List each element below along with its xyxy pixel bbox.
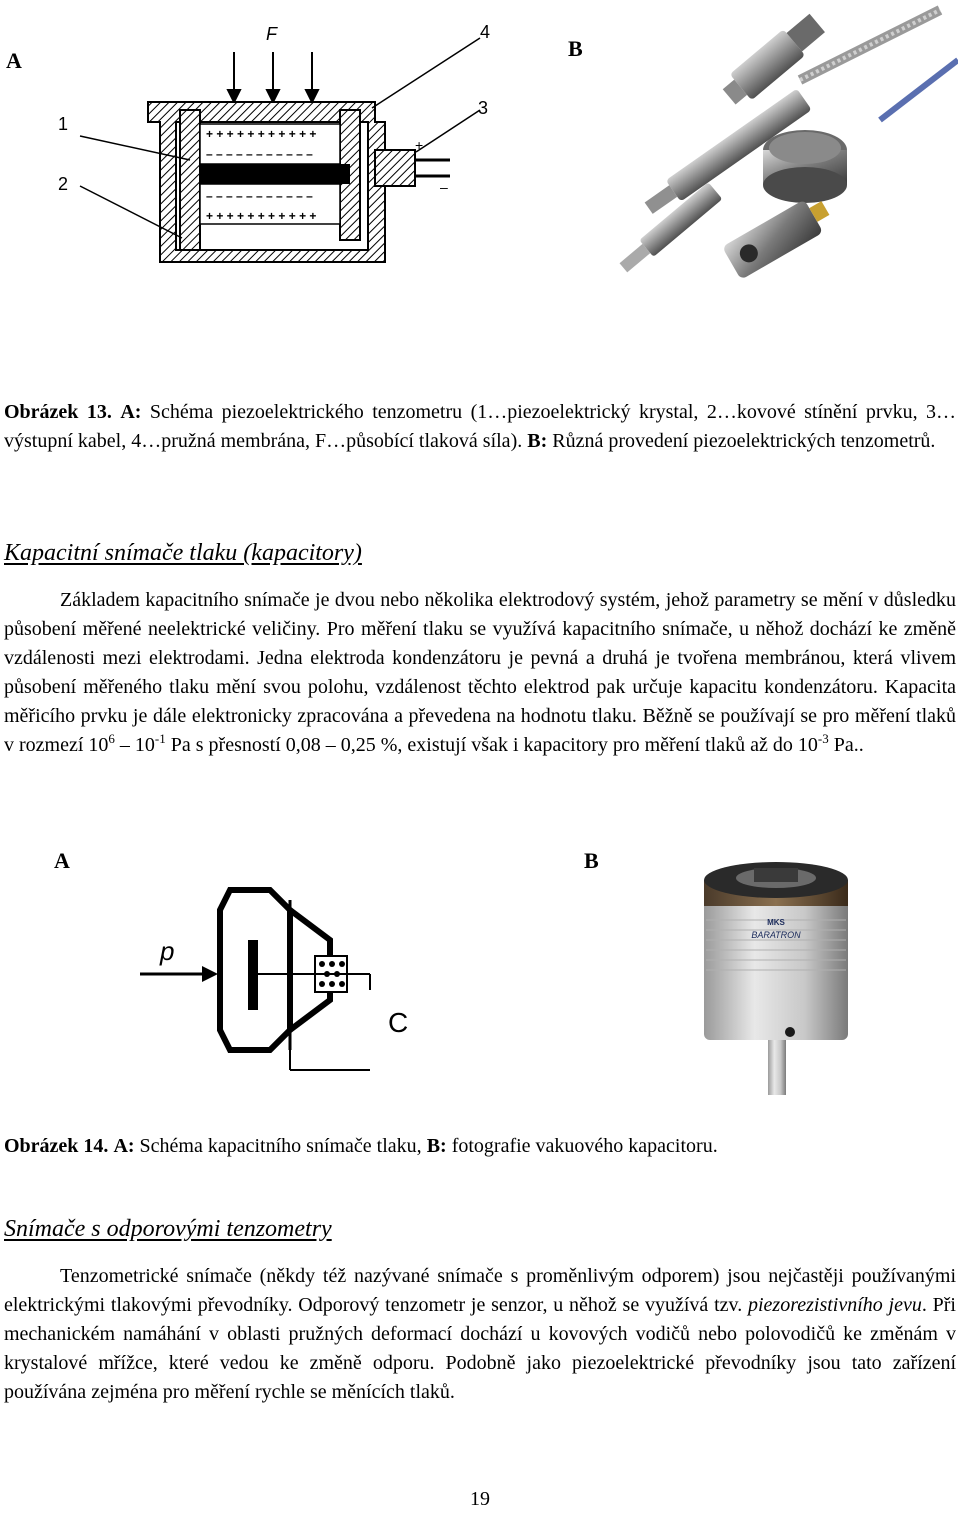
section-heading-capacitive: Kapacitní snímače tlaku (kapacitory) bbox=[4, 540, 362, 566]
resistive-text-2: . Při mechanickém namáhání v oblasti pružných deformací dochází u kovových vodičů nebo polovodičů ke změnám v krystalové mřížce, které vedou ke změně odporu. Podobně jako piezoelektrické převodníky jsou tato zařízení používána zejména pro měření rychle se měnících tlaků. bbox=[4, 1294, 956, 1403]
cylinder-sensor bbox=[718, 10, 828, 110]
capacitive-exp-2: -1 bbox=[154, 731, 166, 746]
svg-text:+ + + + + + + + + + +: + + + + + + + + + + + bbox=[206, 127, 317, 141]
label-4: 4 bbox=[480, 22, 491, 42]
figure14-caption-b-label: B: bbox=[426, 1135, 447, 1157]
blue-cable bbox=[880, 60, 958, 120]
section-heading-resistive: Snímače s odporovými tenzometry bbox=[4, 1216, 332, 1242]
baratron-photo bbox=[696, 850, 856, 1100]
figure13-label-a: A bbox=[6, 48, 22, 73]
capacitive-exp-1: 6 bbox=[108, 731, 115, 746]
force-label: F bbox=[266, 24, 277, 44]
svg-text:– – – – – – – – – – –: – – – – – – – – – – – bbox=[206, 189, 313, 203]
svg-text:–: – bbox=[440, 179, 448, 195]
output-cable bbox=[375, 150, 415, 186]
baratron-port bbox=[785, 1027, 795, 1037]
page-number: 19 bbox=[470, 1488, 490, 1510]
capacitive-text-4: Pa.. bbox=[828, 734, 864, 756]
figure13-caption bbox=[4, 398, 956, 456]
figure13-caption-a-label: A: bbox=[120, 401, 142, 423]
figure14-caption-a-label: A: bbox=[113, 1135, 135, 1157]
device-brand: MKS bbox=[767, 918, 785, 927]
block-sensor bbox=[722, 192, 835, 279]
capacitive-text-2: – 10 bbox=[114, 734, 155, 756]
capacitive-exp-3: -3 bbox=[817, 731, 829, 746]
resistive-italic-term: piezorezistivního jevu bbox=[747, 1294, 922, 1316]
resistive-paragraph bbox=[4, 1262, 956, 1407]
piezo-sensors-photo bbox=[600, 0, 958, 292]
piezo-schematic-diagram bbox=[40, 10, 520, 280]
figure13-caption-b-text: Různá provedení piezoelektrických tenzometrů. bbox=[552, 430, 936, 452]
label-3: 3 bbox=[478, 98, 489, 118]
figure14-caption bbox=[4, 1132, 956, 1161]
device-model: BARATRON bbox=[751, 930, 801, 940]
figure13-label-b: B bbox=[568, 36, 583, 61]
figure13-caption-b-label: B: bbox=[527, 430, 548, 452]
svg-text:+: + bbox=[415, 137, 424, 153]
figure14-label-b: B bbox=[584, 848, 599, 873]
svg-text:+ + + + + + + + + + +: + + + + + + + + + + + bbox=[206, 209, 317, 223]
figure13-caption-a-text: Schéma piezoelektrického tenzometru (1…piezoelektrický krystal, 2…kovové stínění prvku, 3…výstupní kabel, 4…pružná membrána, F…působící tlaková síla). bbox=[4, 401, 957, 452]
force-arrows bbox=[228, 52, 318, 102]
figure14-caption-prefix: Obrázek 14. bbox=[4, 1135, 109, 1157]
label-2: 2 bbox=[58, 174, 69, 194]
electrode-plate bbox=[200, 164, 350, 184]
figure13-caption-prefix: Obrázek 13. bbox=[4, 401, 112, 423]
capacitive-schematic-diagram bbox=[130, 880, 430, 1090]
capacitive-paragraph bbox=[4, 586, 956, 760]
resistive-text-1: Tenzometrické snímače (někdy též nazývané snímače s proměnlivým odporem) jsou nejčastěji používanými elektrickými tlakovými převodníky. Odporový tenzometr je senzor, u něhož se využívá tzv. bbox=[4, 1265, 956, 1316]
figure14-caption-a-text: Schéma kapacitního snímače tlaku, bbox=[139, 1135, 422, 1157]
baratron-tube bbox=[768, 1040, 786, 1095]
figure14-caption-b-text: fotografie vakuového kapacitoru. bbox=[451, 1135, 718, 1157]
figure14-label-a: A bbox=[54, 848, 70, 873]
capacitive-text-1: Základem kapacitního snímače je dvou nebo několika elektrodový systém, jehož parametry se mění v důsledku působení měřené neelektrické veličiny. Pro měření tlaku se využívá kapacitního snímače, u něhož dochází ke změně vzdálenosti mezi elektrodami. Jedna elektroda kondenzátoru je pevná a druhá je tvořena membránou, která vlivem působení měřeného tlaku mění svou polohu, vzdálenost těchto elektrod pak určuje kapacitu kondenzátoru. Kapacita měřicího prvku je dále elektronicky zpracována a převedena na hodnotu tlaku. Běžně se používají se pro měření tlaků v rozmezí 10 bbox=[4, 589, 956, 756]
capacitance-label: C bbox=[388, 1007, 409, 1038]
label-1: 1 bbox=[58, 114, 69, 134]
fixed-electrode bbox=[248, 940, 258, 1010]
pressure-label: p bbox=[160, 936, 175, 966]
svg-text:– – – – – – – – – – –: – – – – – – – – – – – bbox=[206, 147, 313, 161]
capacitive-text-3: Pa s přesností 0,08 – 0,25 %, existují však i kapacitory pro měření tlaků až do 10 bbox=[165, 734, 818, 756]
